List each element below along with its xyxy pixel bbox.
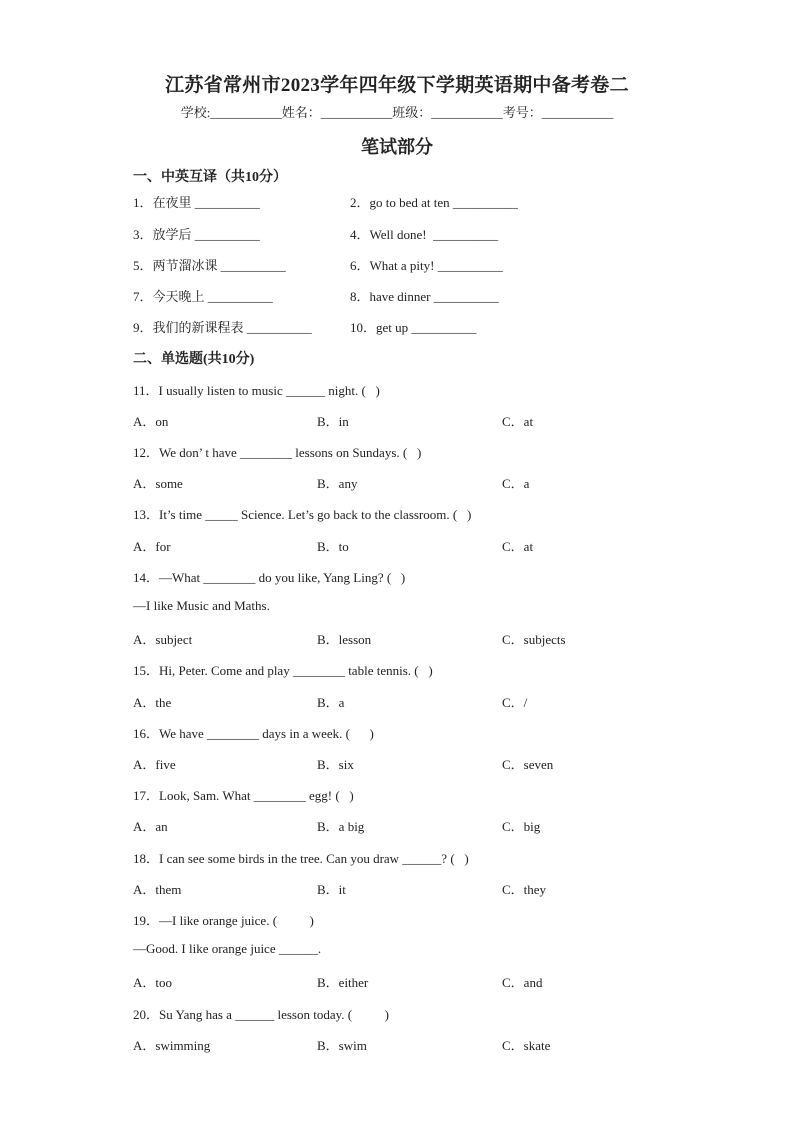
option-a: A．swimming bbox=[133, 1038, 211, 1053]
translation-item: 1．在夜里 __________ bbox=[133, 195, 260, 210]
translation-item: 3．放学后 __________ bbox=[133, 227, 260, 242]
translation-item: 5．两节溜冰课 __________ bbox=[133, 258, 286, 273]
question-options bbox=[0, 754, 794, 774]
translation-item: 6．What a pity! __________ bbox=[350, 258, 503, 273]
option-c: C．they bbox=[502, 882, 547, 897]
question-options bbox=[0, 972, 794, 992]
option-b: B．a big bbox=[317, 819, 365, 834]
question-text: 13．It’s time _____ Science. Let’s go back to the classroom. ( ) bbox=[133, 507, 472, 522]
translation-item: 7．今天晚上 __________ bbox=[133, 289, 273, 304]
option-b: B．lesson bbox=[317, 632, 372, 647]
question-dialogue bbox=[0, 941, 794, 961]
question-options bbox=[0, 1035, 794, 1055]
option-a: A．subject bbox=[133, 632, 193, 647]
option-c: C．a bbox=[502, 476, 530, 491]
option-c: C．skate bbox=[502, 1038, 551, 1053]
section2-heading: 二、单选题(共10分) bbox=[133, 352, 255, 367]
question-stem bbox=[0, 785, 794, 805]
student-info-line: 学校:___________姓名：___________班级：___________考号：___________ bbox=[180, 105, 614, 120]
question-text: 14．—What ________ do you like, Yang Ling? ( ) bbox=[133, 570, 406, 585]
question-text: 11．I usually listen to music ______ night. ( ) bbox=[133, 383, 380, 398]
translation-row bbox=[0, 286, 794, 306]
question-dialogue bbox=[0, 598, 794, 618]
translation-item: 10．get up __________ bbox=[350, 320, 477, 335]
question-stem bbox=[0, 723, 794, 743]
option-c: C．big bbox=[502, 819, 541, 834]
dialogue-line: —I like Music and Maths. bbox=[133, 598, 270, 613]
question-text: 18．I can see some birds in the tree. Can you draw ______? ( ) bbox=[133, 851, 469, 866]
translation-row bbox=[0, 317, 794, 337]
question-stem bbox=[0, 567, 794, 587]
question-text: 19．—I like orange juice. ( ) bbox=[133, 913, 314, 928]
translation-item: 9．我们的新课程表 __________ bbox=[133, 320, 312, 335]
question-text: 16．We have ________ days in a week. ( ) bbox=[133, 726, 374, 741]
question-text: 12．We don’ t have ________ lessons on Sundays. ( ) bbox=[133, 445, 422, 460]
option-a: A．an bbox=[133, 819, 168, 834]
option-b: B．six bbox=[317, 757, 354, 772]
question-options bbox=[0, 473, 794, 493]
section1-heading: 一、中英互译（共10分） bbox=[133, 170, 287, 185]
option-c: C．subjects bbox=[502, 632, 566, 647]
option-a: A．the bbox=[133, 695, 172, 710]
option-a: A．them bbox=[133, 882, 182, 897]
option-a: A．some bbox=[133, 476, 183, 491]
option-a: A．on bbox=[133, 414, 169, 429]
section-subtitle: 笔试部分 bbox=[361, 137, 433, 157]
option-c: C．and bbox=[502, 975, 543, 990]
question-stem bbox=[0, 380, 794, 400]
translation-item: 4．Well done! __________ bbox=[350, 227, 499, 242]
option-a: A．too bbox=[133, 975, 173, 990]
question-stem bbox=[0, 660, 794, 680]
page-title: 江苏省常州市2023学年四年级下学期英语期中备考卷二 bbox=[165, 75, 629, 96]
option-c: C．/ bbox=[502, 695, 528, 710]
translation-item: 2．go to bed at ten __________ bbox=[350, 195, 518, 210]
option-b: B．any bbox=[317, 476, 358, 491]
option-c: C．seven bbox=[502, 757, 554, 772]
option-b: B．in bbox=[317, 414, 349, 429]
question-options bbox=[0, 536, 794, 556]
option-c: C．at bbox=[502, 539, 534, 554]
question-stem bbox=[0, 442, 794, 462]
translation-row bbox=[0, 255, 794, 275]
option-b: B．swim bbox=[317, 1038, 367, 1053]
translation-row bbox=[0, 192, 794, 212]
question-options bbox=[0, 411, 794, 431]
question-stem bbox=[0, 910, 794, 930]
translation-item: 8．have dinner __________ bbox=[350, 289, 499, 304]
question-options bbox=[0, 629, 794, 649]
question-stem bbox=[0, 1004, 794, 1024]
question-text: 17．Look, Sam. What ________ egg! ( ) bbox=[133, 788, 354, 803]
option-b: B．a bbox=[317, 695, 345, 710]
question-stem bbox=[0, 848, 794, 868]
translation-row bbox=[0, 224, 794, 244]
question-stem bbox=[0, 504, 794, 524]
option-b: B．either bbox=[317, 975, 369, 990]
dialogue-line: —Good. I like orange juice ______. bbox=[133, 941, 322, 956]
option-b: B．it bbox=[317, 882, 346, 897]
question-options bbox=[0, 816, 794, 836]
option-c: C．at bbox=[502, 414, 534, 429]
option-b: B．to bbox=[317, 539, 349, 554]
question-options bbox=[0, 879, 794, 899]
option-a: A．five bbox=[133, 757, 176, 772]
option-a: A．for bbox=[133, 539, 171, 554]
question-text: 15．Hi, Peter. Come and play ________ table tennis. ( ) bbox=[133, 663, 433, 678]
question-text: 20．Su Yang has a ______ lesson today. ( ) bbox=[133, 1007, 389, 1022]
question-options bbox=[0, 692, 794, 712]
